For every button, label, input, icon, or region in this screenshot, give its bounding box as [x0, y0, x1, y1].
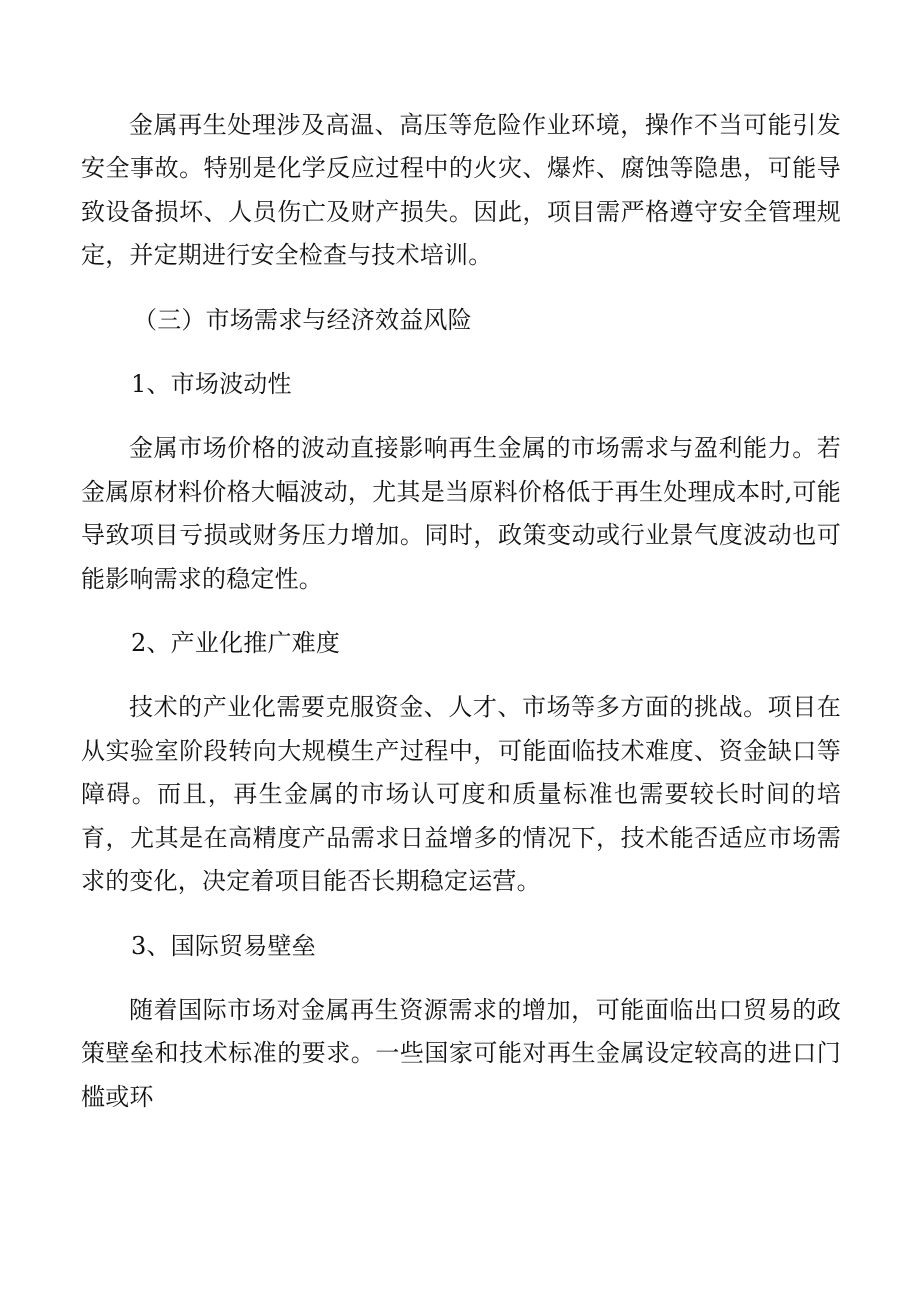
spacer — [81, 278, 841, 299]
spacer — [81, 968, 841, 989]
spacer — [81, 601, 841, 622]
section-heading-market-risk: （三）市场需求与经济效益风险 — [133, 305, 472, 334]
paragraph-industrialization: 技术的产业化需要克服资金、人才、市场等多方面的挑战。项目在从实验室阶段转向大规模生产过程中，可能面临技术难度、资金缺口等障碍。而且，再生金属的市场认可度和质量标准也需要较长时间的培育，尤其是在高精度产品需求日益增多的情况下，技术能否适应市场需求的变化，决定着项目能否长期稳定运营。 — [81, 693, 841, 896]
spacer — [81, 904, 841, 925]
subheading-industrialization: 2、产业化推广难度 — [131, 629, 341, 658]
subheading-market-volatility: 1、市场波动性 — [131, 370, 292, 399]
spacer — [81, 406, 841, 427]
paragraph-market-volatility: 金属市场价格的波动直接影响再生金属的市场需求与盈利能力。若金属原材料价格大幅波动，尤其是当原料价格低于再生处理成本时,可能导致项目亏损或财务压力增加。同时，政策变动或行业景气度波动也可能影响需求的稳定性。 — [81, 434, 841, 593]
paragraph-trade-barriers: 随着国际市场对金属再生资源需求的增加，可能面临出口贸易的政策壁垒和技术标准的要求。一些国家可能对再生金属设定较高的进口门槛或环 — [81, 995, 841, 1111]
subheading-trade-barriers: 3、国际贸易壁垒 — [131, 931, 316, 960]
document-page — [81, 104, 841, 1119]
spacer — [81, 665, 841, 686]
paragraph-safety-risk: 金属再生处理涉及高温、高压等危险作业环境，操作不当可能引发安全事故。特别是化学反应过程中的火灾、爆炸、腐蚀等隐患，可能导致设备损坏、人员伤亡及财产损失。因此，项目需严格遵守安全管理规定，并定期进行安全检查与技术培训。 — [81, 111, 841, 270]
spacer — [81, 342, 841, 363]
